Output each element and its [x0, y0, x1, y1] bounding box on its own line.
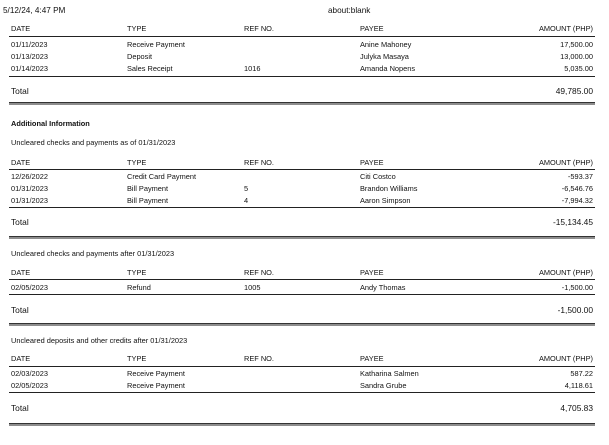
section-title: Uncleared checks and payments after 01/31/2023	[11, 249, 175, 258]
cell-amount: 13,000.00	[560, 52, 593, 61]
cell-amount: 5,035.00	[564, 64, 593, 73]
cell-payee: Amanda Nopens	[360, 64, 416, 73]
column-header-payee: PAYEE	[360, 24, 384, 33]
column-header-row	[11, 353, 593, 366]
cell-date: 02/03/2023	[11, 369, 48, 378]
divider	[9, 76, 595, 77]
cell-amount: -7,994.32	[561, 196, 593, 205]
table-row	[11, 282, 593, 293]
cell-payee: Aaron Simpson	[360, 196, 411, 205]
section-title: Uncleared deposits and other credits after 01/31/2023	[11, 336, 188, 345]
column-header-date: DATE	[11, 354, 31, 363]
column-header-type: TYPE	[127, 158, 147, 167]
table-row	[11, 51, 593, 62]
table-row	[11, 368, 593, 379]
cell-payee: Citi Costco	[360, 172, 396, 181]
cell-payee: Brandon Williams	[360, 184, 418, 193]
divider	[9, 169, 595, 170]
table-row	[11, 183, 593, 194]
column-header-payee: PAYEE	[360, 268, 384, 277]
cell-amount: 17,500.00	[560, 40, 593, 49]
table-row	[11, 63, 593, 74]
column-header-type: TYPE	[127, 268, 147, 277]
column-header-payee: PAYEE	[360, 354, 384, 363]
table-row	[11, 171, 593, 182]
total-amount: -1,500.00	[557, 305, 593, 315]
cell-type: Receive Payment	[127, 40, 185, 49]
cell-ref: 1016	[244, 64, 261, 73]
cell-payee: Andy Thomas	[360, 283, 406, 292]
divider	[9, 207, 595, 208]
cell-type: Receive Payment	[127, 369, 185, 378]
cell-ref: 5	[244, 184, 249, 193]
column-header-payee: PAYEE	[360, 158, 384, 167]
column-header-row	[11, 23, 593, 36]
total-amount: 4,705.83	[560, 403, 593, 413]
total-double-rule	[9, 102, 595, 105]
divider	[9, 36, 595, 37]
cell-date: 01/13/2023	[11, 52, 48, 61]
cell-type: Credit Card Payment	[127, 172, 197, 181]
column-header-ref: REF NO.	[244, 24, 274, 33]
column-header-amount: AMOUNT (PHP)	[538, 268, 593, 277]
cell-date: 02/05/2023	[11, 283, 48, 292]
total-label: Total	[11, 305, 29, 315]
total-label: Total	[11, 217, 29, 227]
table-row	[11, 39, 593, 50]
total-label: Total	[11, 86, 29, 96]
cell-date: 01/14/2023	[11, 64, 48, 73]
table-row	[11, 195, 593, 206]
cell-amount: -1,500.00	[561, 283, 593, 292]
cell-ref: 1005	[244, 283, 261, 292]
section-title: Uncleared checks and payments as of 01/31/2023	[11, 138, 176, 147]
divider	[9, 392, 595, 393]
total-label: Total	[11, 403, 29, 413]
cell-type: Sales Receipt	[127, 64, 173, 73]
column-header-date: DATE	[11, 268, 31, 277]
cell-payee: Julyka Masaya	[360, 52, 409, 61]
cell-type: Receive Payment	[127, 381, 185, 390]
cell-payee: Katharina Salmen	[360, 369, 419, 378]
cell-date: 02/05/2023	[11, 381, 48, 390]
cell-payee: Anine Mahoney	[360, 40, 412, 49]
total-amount: -15,134.45	[552, 217, 593, 227]
cell-type: Bill Payment	[127, 196, 169, 205]
total-amount: 49,785.00	[555, 86, 593, 96]
cell-date: 01/31/2023	[11, 196, 48, 205]
table-row	[11, 380, 593, 391]
cell-date: 01/31/2023	[11, 184, 48, 193]
column-header-date: DATE	[11, 24, 31, 33]
cell-type: Bill Payment	[127, 184, 169, 193]
divider	[9, 294, 595, 295]
column-header-ref: REF NO.	[244, 158, 274, 167]
print-timestamp: 5/12/24, 4:47 PM	[3, 6, 66, 15]
cell-ref: 4	[244, 196, 249, 205]
cell-payee: Sandra Grube	[360, 381, 407, 390]
column-header-amount: AMOUNT (PHP)	[538, 158, 593, 167]
column-header-date: DATE	[11, 158, 31, 167]
column-header-type: TYPE	[127, 354, 147, 363]
cell-amount: 587.22	[570, 369, 593, 378]
divider	[9, 366, 595, 367]
cell-type: Refund	[127, 283, 151, 292]
column-header-amount: AMOUNT (PHP)	[538, 24, 593, 33]
cell-date: 01/11/2023	[11, 40, 48, 49]
cell-date: 12/26/2022	[11, 172, 48, 181]
cell-amount: -6,546.76	[561, 184, 593, 193]
cell-amount: -593.37	[567, 172, 593, 181]
column-header-ref: REF NO.	[244, 354, 274, 363]
total-double-rule	[9, 323, 595, 326]
column-header-amount: AMOUNT (PHP)	[538, 354, 593, 363]
cell-type: Deposit	[127, 52, 153, 61]
section-heading: Additional Information	[11, 119, 90, 128]
total-double-rule	[9, 423, 595, 426]
column-header-type: TYPE	[127, 24, 147, 33]
page-url: about:blank	[328, 6, 371, 15]
divider	[9, 279, 595, 280]
column-header-ref: REF NO.	[244, 268, 274, 277]
total-double-rule	[9, 236, 595, 239]
cell-amount: 4,118.61	[564, 381, 593, 390]
